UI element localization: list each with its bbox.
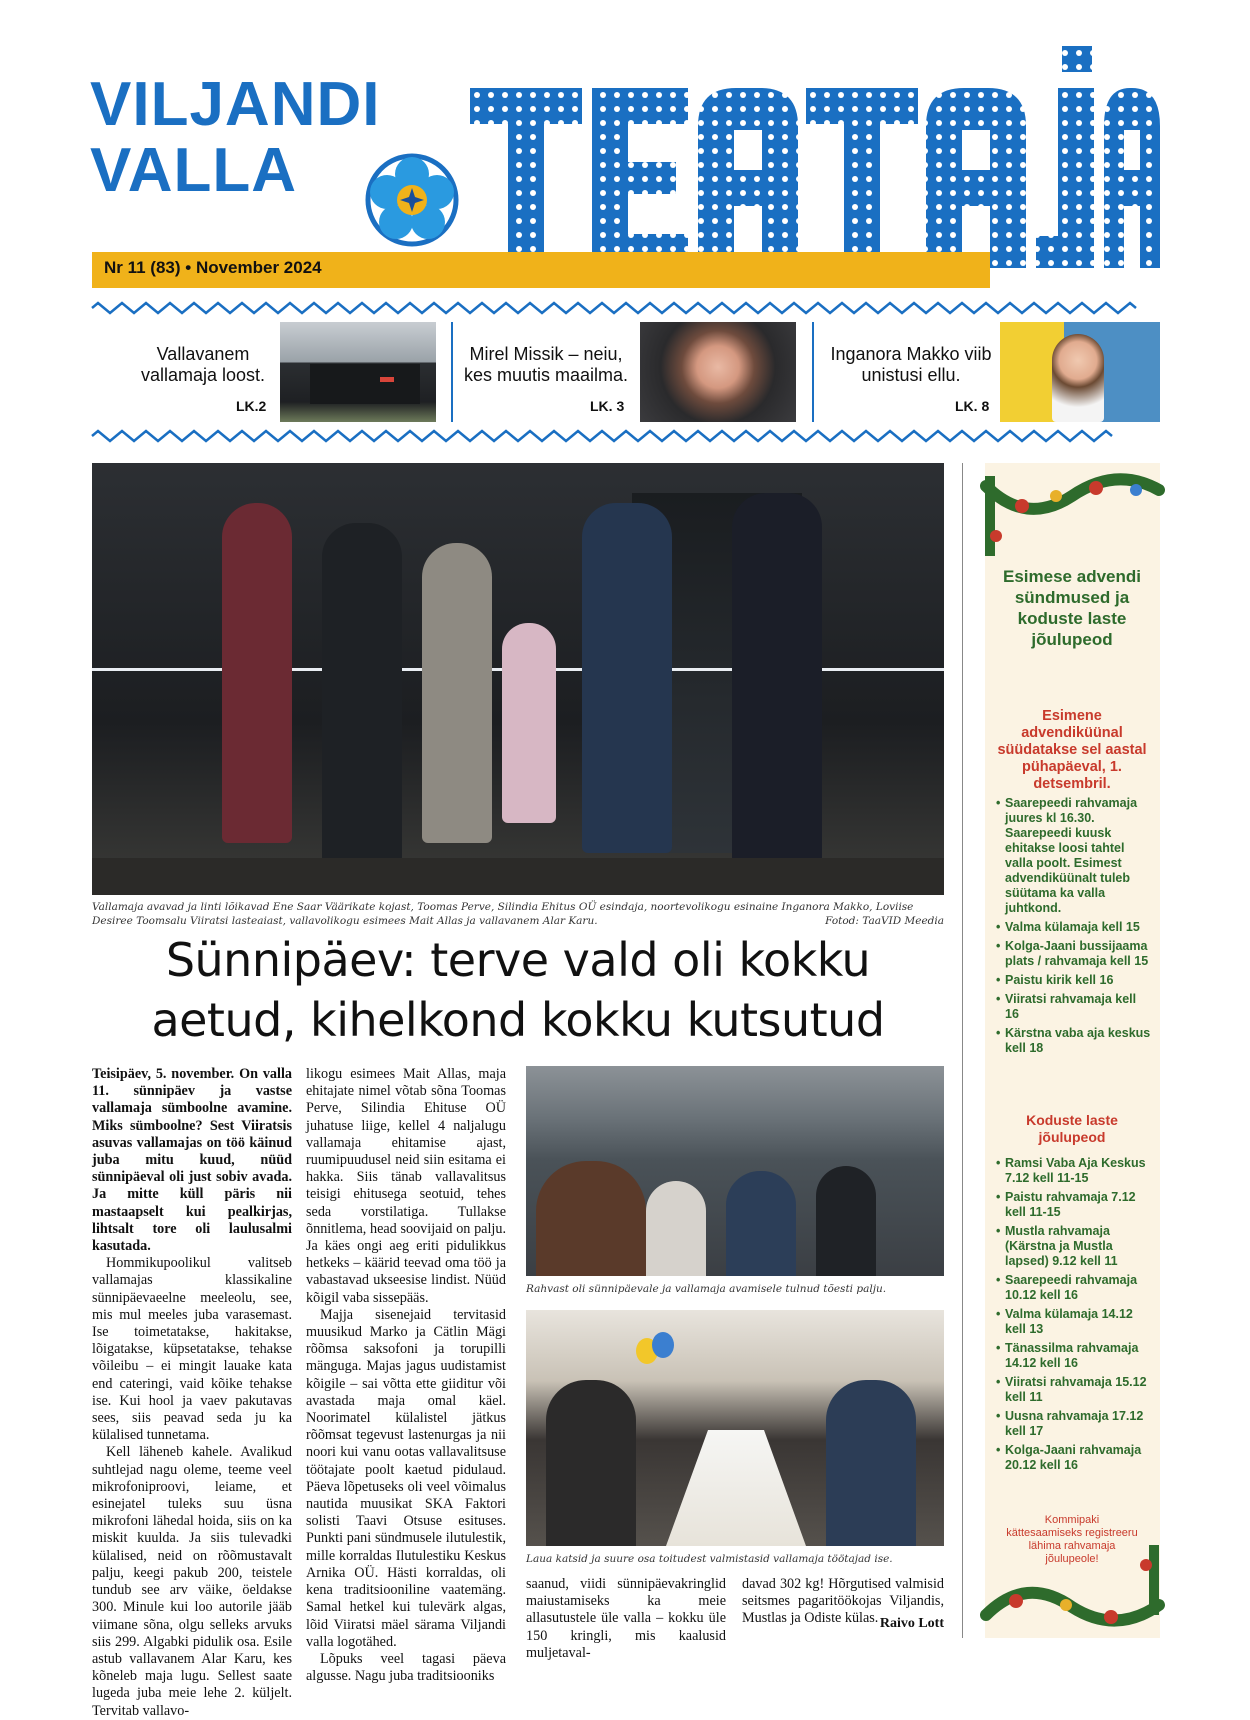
issue-number: Nr 11 (83) • November 2024 — [104, 258, 322, 277]
teaser-2-photo[interactable] — [640, 322, 796, 422]
list-item: • Saarepeedi rahvamaja juures kl 16.30. Saarepeedi kuusk ehitakse loosi tahtel valla poolt. Esimest advendiküünalt tuleb süütama ka valla juhtkond. — [996, 796, 1152, 916]
teaser-3-photo[interactable] — [1000, 322, 1160, 422]
article-headline: Sünnipäev: terve vald oli kokku aetud, kihelkond kokku kutsutud — [151, 933, 885, 1047]
list-item: • Paistu kirik kell 16 — [996, 973, 1152, 988]
article-column-3: saanud, viidi sünnipäevakringlid maiustamiseks ka meie allasutustele üle valla – kokku üle 150 kringli, mis kaalusid muljetaval- — [526, 1576, 726, 1661]
photo-food-table[interactable] — [526, 1310, 944, 1546]
sidebar-title: Esimese advendi sündmused ja koduste laste jõulupeod — [1003, 567, 1141, 649]
sidebar-footer-note: Kommipaki kättesaamiseks registreeru lähima rahvamaja jõulupeole! — [1006, 1514, 1138, 1565]
article-column-2: likogu esimees Mait Allas, maja ehitajate nimel võtab sõna Toomas Perve, Silindia Ehituse OÜ juhatuse liige, kellel 4 naljalugu vallamaja ehitamise ajast, ruumipuudusel neid siin esitama ei hakka. Siis tänab vallavalitsus teisigi ehitusega seotuid, tehes seda vorstilatiga. Tullakse õnnitlema, head soovijaid on palju. Ja käes ongi aeg eriti pidulikkus hetkeks – käärid teevad oma töö ja vabastavad ukseesise lindist. Nüüd kõigil vaba sissepääs. Majja sisenejaid tervitasid muusikud Marko ja Cätlin Mägi rõõmsa saksofoni ja torupilli mänguga. Majas jagus uudistamist kõigile – sai võtta ette giiditur või avastada maja omal käel. Noorimatel külalistel jätkus rõõmsat tegevust lastenurgas ja nii noori kui vanu ootas vallavalitsuse töötajate poolt kaetud pidulaud. Päeva lõpetuseks oli veel võimalus nautida muusikat SKA Faktori solisti Taavi Otsuse esituses. Punkti pani sündmusele ilutulestik, mille korraldas Ilutulestiku Keskus Arnika OÜ. Hästi korraldas, oli kena traditsiooniline vaatemäng. Samal hetkel kui tulevärk algas, lõid Viiratsi mäel särama Viljandi valla logotähed. Lõpuks veel tagasi päeva algusse. Nagu juba traditsiooniks — [306, 1066, 506, 1685]
list-item: • Uusna rahvamaja 17.12 kell 17 — [996, 1409, 1152, 1439]
article-column-4: davad 302 kg! Hõrgutised valmisid seitsmes pagaritöökojas Viljandis, Mustlas ja Odiste külas. — [742, 1576, 944, 1627]
article-author: Raivo Lott — [879, 1616, 944, 1631]
teataja-logo — [470, 46, 1160, 286]
teaser-3-page[interactable]: LK. 8 — [955, 398, 990, 414]
photo-crowd-caption: Rahvast oli sünnipäevale ja vallamaja avamisele tulnud tõesti palju. — [526, 1283, 887, 1295]
main-photo-caption: Vallamaja avavad ja linti lõikavad Ene Saar Väärikate kojast, Toomas Perve, Silindia Ehitus OÜ esindaja, noortevolikogu esinaine Inganora Makko, Loviise Desiree Toomsalu Viiratsi lasteaiast, vallavolikogu esimees Mait Allas ja vallavanem Alar Karu. Fotod: TaaVID Meedia — [92, 901, 944, 927]
list-item: • Kärstna vaba aja keskus kell 18 — [996, 1026, 1152, 1056]
list-item: • Valma külamaja kell 15 — [996, 920, 1152, 935]
masthead-line-valla: VALLA — [90, 136, 298, 205]
main-photo-ribbon-cutting[interactable] — [92, 463, 944, 895]
teaser-divider-2 — [812, 322, 814, 422]
list-item: • Kolga-Jaani rahvamaja 20.12 kell 16 — [996, 1443, 1152, 1473]
party-title: Koduste laste jõulupeod — [1026, 1112, 1118, 1145]
list-item: • Paistu rahvamaja 7.12 kell 11-15 — [996, 1190, 1152, 1220]
sidebar-subtitle: Esimene advendiküünal süüdatakse sel aastal pühapäeval, 1. detsembril. — [997, 708, 1147, 792]
photo-crowd[interactable] — [526, 1066, 944, 1276]
zigzag-divider-bottom — [92, 430, 1160, 442]
list-item: • Ramsi Vaba Aja Keskus 7.12 kell 11-15 — [996, 1156, 1152, 1186]
teaser-3-text[interactable]: Inganora Makko viib unistusi ellu. — [830, 344, 992, 385]
list-item: • Viiratsi rahvamaja kell 16 — [996, 992, 1152, 1022]
teaser-1-photo[interactable] — [280, 322, 436, 422]
list-item: • Mustla rahvamaja (Kärstna ja Mustla lapsed) 9.12 kell 11 — [996, 1224, 1152, 1269]
teaser-1-text[interactable]: Vallavanem vallamaja loost. — [140, 344, 266, 385]
list-item: • Valma külamaja 14.12 kell 13 — [996, 1307, 1152, 1337]
list-item: • Viiratsi rahvamaja 15.12 kell 11 — [996, 1375, 1152, 1405]
flower-logo-icon — [362, 150, 462, 250]
advent-events-list — [996, 796, 1152, 1060]
list-item: • Tänassilma rahvamaja 14.12 kell 16 — [996, 1341, 1152, 1371]
masthead-title — [90, 72, 380, 204]
masthead-line-viljandi: VILJANDI — [90, 70, 381, 139]
sidebar-divider — [962, 463, 963, 1638]
photo-food-caption: Laua katsid ja suure osa toitudest valmistasid vallamaja töötajad ise. — [526, 1553, 893, 1565]
teaser-divider-1 — [451, 322, 453, 422]
photo-credit: Fotod: TaaVID Meedia — [825, 915, 944, 927]
christmas-garland-top-icon — [986, 466, 1159, 556]
teaser-2-text[interactable]: Mirel Missik – neiu, kes muutis maailma. — [463, 344, 629, 385]
zigzag-divider-top — [92, 302, 1160, 314]
list-item: • Saarepeedi rahvamaja 10.12 kell 16 — [996, 1273, 1152, 1303]
article-column-1: Teisipäev, 5. november. On valla 11. sünnipäev ja vastse vallamaja sümboolne avamine. Miks sümboolne? Sest Viiratsis asuvas vallamajas on töö käinud juba mitu kuud, nüüd sünnipäeval oli just sobiv avada. Ja mitte küll päris nii mastaapselt kui pealkirjas, lihtsalt tore oli laulusalmi kasutada. Hommikupoolikul valitseb vallamajas klassikaline sünnipäevaeelne meeleolu, see, mis mul meeles juba varasemast. Ise toimetatakse, hakitakse, lõigatakse, küpsetatakse, tehakse võileibu – ei mingit lauake kata end cateringi, vaid kõike tehakse ise. Kui hool ja vaev pakutavas sees, siis peavad seda ju ka külalised tunnetama. Kell läheneb kahele. Avalikud suhtlejad nagu oleme, teeme veel mikrofoniproovi, leiame, et esinejatel tuleks suu üsna mikrofoni lähedal hoida, siis on ka miskit kuulda. Ja siis tulevadki külalised, neid on rõõmustavalt palju, keegi pakub 200, teistele tundub see arv väike, öeldakse 300. Minule kui loo autorile jääb viimane sõna, olgu selleks arvuks siis 299. Algabki pidulik osa. Esile astub vallavanem Alar Karu, kes kõneleb maja lugu. Sellest saate lugeda juba meie lehe 2. küljelt. Tervitab vallavo- — [92, 1066, 292, 1719]
list-item: • Kolga-Jaani bussijaama plats / rahvamaja kell 15 — [996, 939, 1152, 969]
party-events-list — [996, 1156, 1152, 1477]
christmas-garland-bottom-icon — [986, 1545, 1159, 1635]
teaser-2-page[interactable]: LK. 3 — [590, 398, 625, 414]
teaser-1-page[interactable]: LK.2 — [236, 398, 267, 414]
